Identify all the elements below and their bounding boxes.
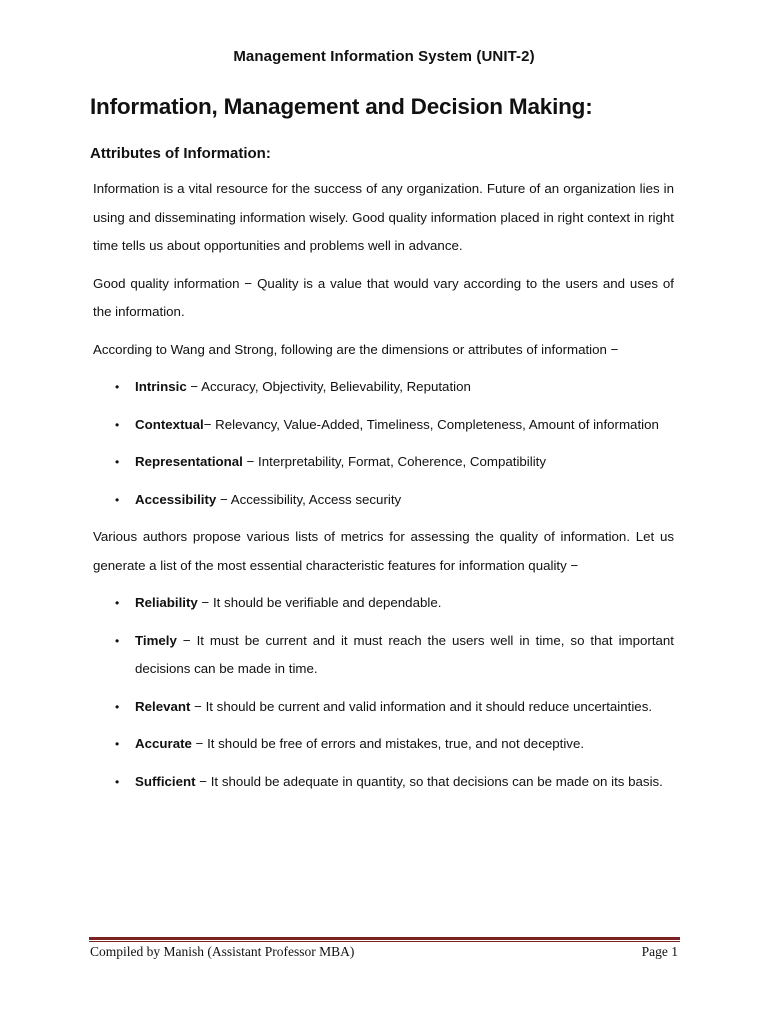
bullet-text: − It should be free of errors and mistakes, true, and not deceptive. xyxy=(191,736,585,751)
bullet-term: Relevant xyxy=(135,698,191,714)
bullet-icon: • xyxy=(115,417,120,432)
bullet-text: − Accessibility, Access security xyxy=(216,491,402,507)
list-item xyxy=(93,627,674,684)
wang-strong-paragraph: According to Wang and Strong, following are the dimensions or attributes of information − xyxy=(93,341,619,357)
intro-paragraph: Information is a vital resource for the success of any organization. Future of an organization lies in using and disseminating information wisely. Good quality information placed in right context in right time tells us about opportunities and problems well in advance. xyxy=(93,181,674,253)
list-item xyxy=(93,373,674,402)
document-body xyxy=(93,175,674,805)
quality-paragraph: Good quality information − Quality is a value that would vary according to the users and uses of the information. xyxy=(93,275,674,319)
bullet-term: Intrinsic xyxy=(135,379,187,394)
bullet-icon: • xyxy=(115,596,120,610)
bullet-term: Reliability xyxy=(135,595,198,610)
bullet-icon: • xyxy=(115,774,120,789)
features-list xyxy=(93,589,674,796)
bullet-text: − It must be current and it must reach the users well in time, so that important decisions can be made in time. xyxy=(135,632,674,676)
bullet-term: Accessibility xyxy=(135,491,217,507)
bullet-text: − Relevancy, Value-Added, Timeliness, Completeness, Amount of information xyxy=(203,416,659,432)
dimensions-list xyxy=(93,373,674,514)
main-heading: Information, Management and Decision Making: xyxy=(90,94,593,119)
list-item xyxy=(93,589,674,618)
list-item xyxy=(93,448,674,477)
bullet-icon: • xyxy=(115,699,120,714)
bullet-text: − It should be current and valid information and it should reduce uncertainties. xyxy=(190,698,653,714)
bullet-icon: • xyxy=(115,380,120,394)
list-item xyxy=(93,730,674,759)
list-item xyxy=(93,486,674,515)
bullet-term: Sufficient xyxy=(135,773,196,789)
bullet-term: Accurate xyxy=(135,736,192,751)
bullet-text: − It should be adequate in quantity, so that decisions can be made on its basis. xyxy=(195,773,663,789)
footer-divider-thick xyxy=(89,937,680,940)
bullet-icon: • xyxy=(115,737,120,751)
metrics-paragraph: Various authors propose various lists of metrics for assessing the quality of information. Let us generate a list of the most essential characteristic features for information quality − xyxy=(93,529,674,573)
bullet-text: − Accuracy, Objectivity, Believability, Reputation xyxy=(186,379,471,394)
bullet-text: − Interpretability, Format, Coherence, Compatibility xyxy=(242,454,547,469)
section-subheading: Attributes of Information: xyxy=(90,145,271,162)
footer-page-number: Page 1 xyxy=(641,944,678,959)
list-item xyxy=(93,693,674,722)
list-item xyxy=(93,768,674,797)
bullet-text: − It should be verifiable and dependable. xyxy=(197,595,442,610)
list-item xyxy=(93,411,674,440)
bullet-term: Representational xyxy=(135,454,243,469)
bullet-icon: • xyxy=(115,492,120,507)
footer-author: Compiled by Manish (Assistant Professor MBA) xyxy=(90,944,355,959)
bullet-icon: • xyxy=(115,633,120,648)
bullet-icon: • xyxy=(115,455,120,469)
bullet-term: Contextual xyxy=(135,416,204,432)
footer-divider xyxy=(89,937,680,942)
header-title: Management Information System (UNIT-2) xyxy=(233,48,535,65)
footer-divider-thin xyxy=(89,941,680,942)
bullet-term: Timely xyxy=(135,632,177,648)
